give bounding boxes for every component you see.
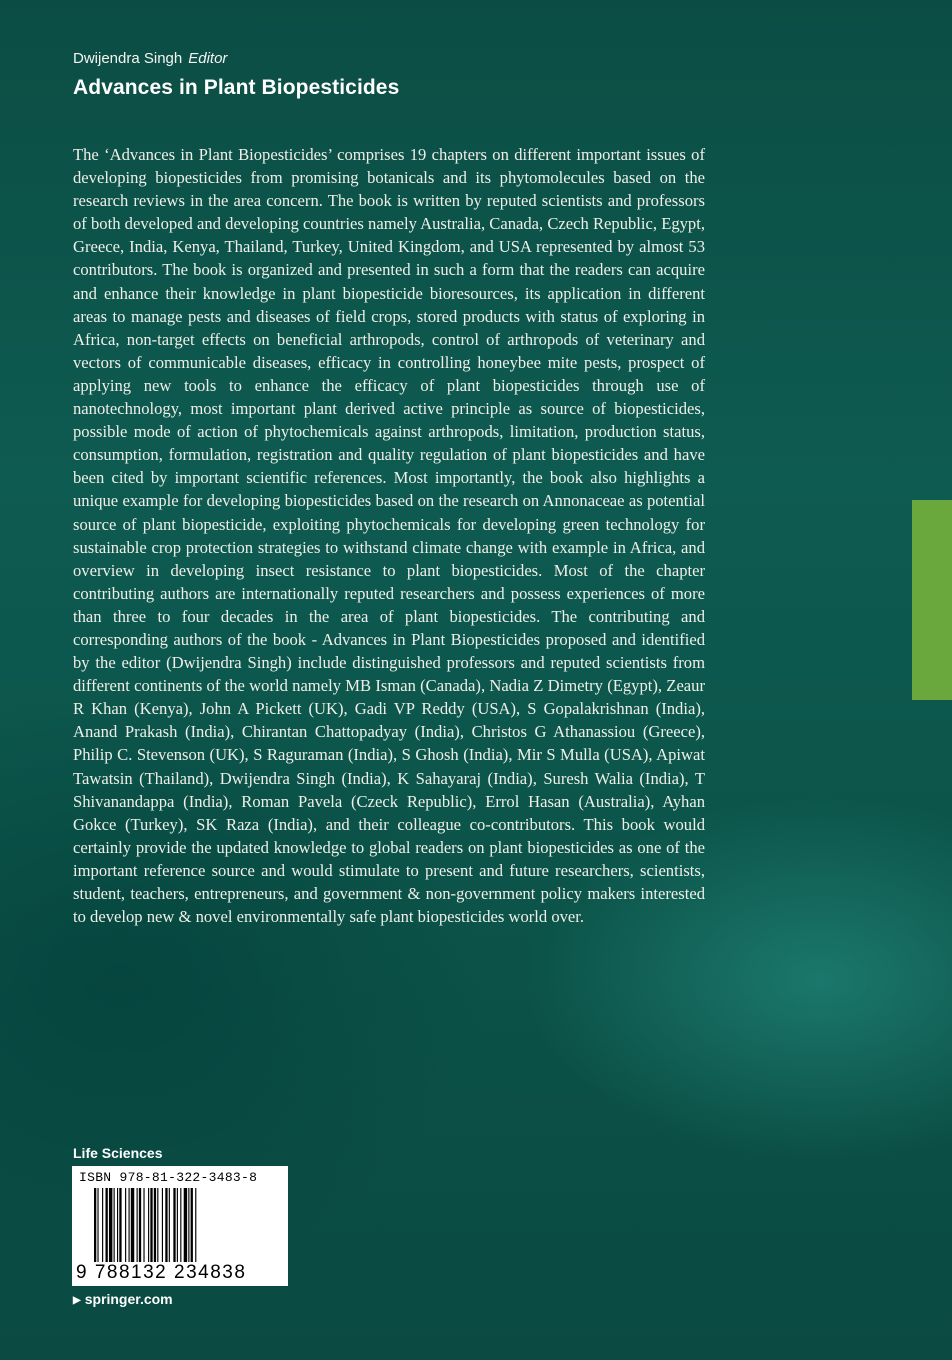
website-label: springer.com xyxy=(84,1291,173,1307)
barcode-icon xyxy=(94,1188,266,1262)
editor-line xyxy=(73,50,227,67)
arrow-right-icon: ▶ xyxy=(73,1295,81,1306)
book-title: Advances in Plant Biopesticides xyxy=(73,76,400,99)
isbn-text: ISBN 978-81-322-3483-8 xyxy=(79,1170,258,1185)
barcode-digits: 9 788132 234838 xyxy=(76,1262,247,1283)
green-accent-tab xyxy=(912,500,952,700)
barcode-block xyxy=(72,1166,288,1286)
editor-role: Editor xyxy=(188,50,228,67)
category-label: Life Sciences xyxy=(73,1145,163,1161)
website-link[interactable] xyxy=(73,1291,173,1307)
blurb-text: The ‘Advances in Plant Biopesticides’ comprises 19 chapters on different important issues of developing biopesticides from promising botanicals and its phytomolecules based on the research reviews in the area concern. The book is written by reputed scientists and professors of both developed and developing countries namely Australia, Canada, Czech Republic, Egypt, Greece, India, Kenya, Thailand, Turkey, United Kingdom, and USA represented by almost 53 contributors. The book is organized and presented in such a form that the readers can acquire and enhance their knowledge in plant biopesticide bioresources, its application in different areas to manage pests and diseases of field crops, stored products with status of exploring in Africa, non-target effects on beneficial arthropods, control of arthropods of veterinary and vectors of communicable diseases, efficacy in controlling honeybee mite pests, prospect of applying new tools to enhance the efficacy of plant biopesticides through use of nanotechnology, most important plant derived active principle as source of biopesticides, possible mode of action of phytochemicals against arthropods, limitation, production status, consumption, formulation, registration and quality regulation of plant biopesticides and have been cited by important scientific references. Most importantly, the book also highlights a unique example for developing biopesticides based on the research on Annonaceae as potential source of plant biopesticide, exploiting phytochemicals for developing green technology for sustainable crop protection strategies to withstand climate change with example in Africa, and overview in developing insect resistance to plant biopesticides. Most of the chapter contributing authors are internationally reputed researchers and possess experiences of more than three to four decades in the area of plant biopesticides. The contributing and corresponding authors of the book - Advances in Plant Biopesticides proposed and identified by the editor (Dwijendra Singh) include distinguished professors and reputed scientists from different continents of the world namely MB Isman (Canada), Nadia Z Dimetry (Egypt), Zeaur R Khan (Kenya), John A Pickett (UK), Gadi VP Reddy (USA), S Gopalakrishnan (India), Anand Prakash (India), Chirantan Chattopadyay (India), Christos G Athanassiou (Greece), Philip C. Stevenson (UK), S Raguraman (India), S Ghosh (India), Mir S Mulla (USA), Apiwat Tawatsin (Thailand), Dwijendra Singh (India), K Sahayaraj (India), Suresh Walia (India), T Shivanandappa (India), Roman Pavela (Czeck Republic), Errol Hasan (Australia), Ayhan Gokce (Turkey), SK Raza (India), and their colleague co-contributors. This book would certainly provide the updated knowledge to global readers on plant biopesticides as one of the important reference source and would stimulate to present and future researchers, scientists, student, teachers, entrepreneurs, and government & non-government policy makers interested to develop new & novel environmentally safe plant biopesticides world over. xyxy=(73,145,705,927)
editor-name: Dwijendra Singh xyxy=(73,50,183,67)
